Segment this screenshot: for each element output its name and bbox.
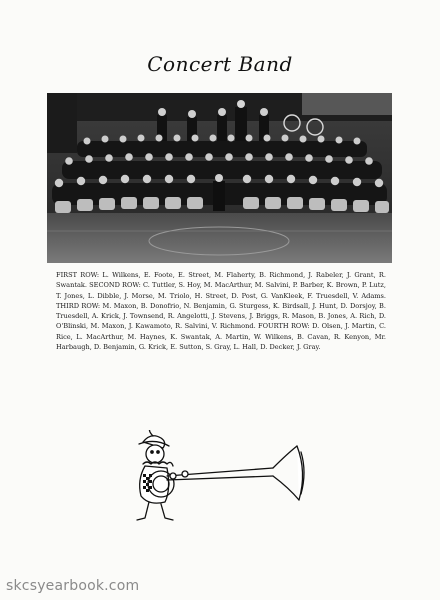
cartoon-trumpet-player [123,430,313,530]
group-photo [47,93,392,263]
watermark: skcsyearbook.com [6,578,140,594]
caption: FIRST ROW: L. Wilkens, E. Foote, E. Street, M. Flaherty, B. Richmond, J. Rabeler, J. Grant, R. Swantak. SECOND ROW: C. Tuttler, S. Hoy, M. MacArthur, M. Salvini, P. Barber, K. Brown, P. Lutz, T. Jones, L. Dibble, J. Morse, M. Triolo, H. Street, D. Post, G. VanKleek, F. Truesdell, V. Adams. THIRD ROW: M. Maxon, B. Donofrio, N. Benjamin, G. Sturgess, K. Birdsall, J. Hunt, D. Dorsjoy, B. Truesdell, A. Krick, J. Townsend, R. Angelotti, J. Stevens, J. Briggs, R. Mason, B. Jones, A. Rich, D. O'Blinski, M. Maxon, J. Kawamoto, R. Salvini, V. Richmond. FOURTH ROW: D. Olsen, J. Martin, C. Rice, L. MacArthur, M. Haynes, K. Swantak, A. Martin, W. Wilkens, B. Cavan, R. Kenyon, Mr. Harbaugh, D. Benjamin, G. Krick, E. Sutton, S. Gray, L. Hall, D. Decker, J. Gray. [56,271,386,352]
page-title: Concert Band [147,52,293,76]
